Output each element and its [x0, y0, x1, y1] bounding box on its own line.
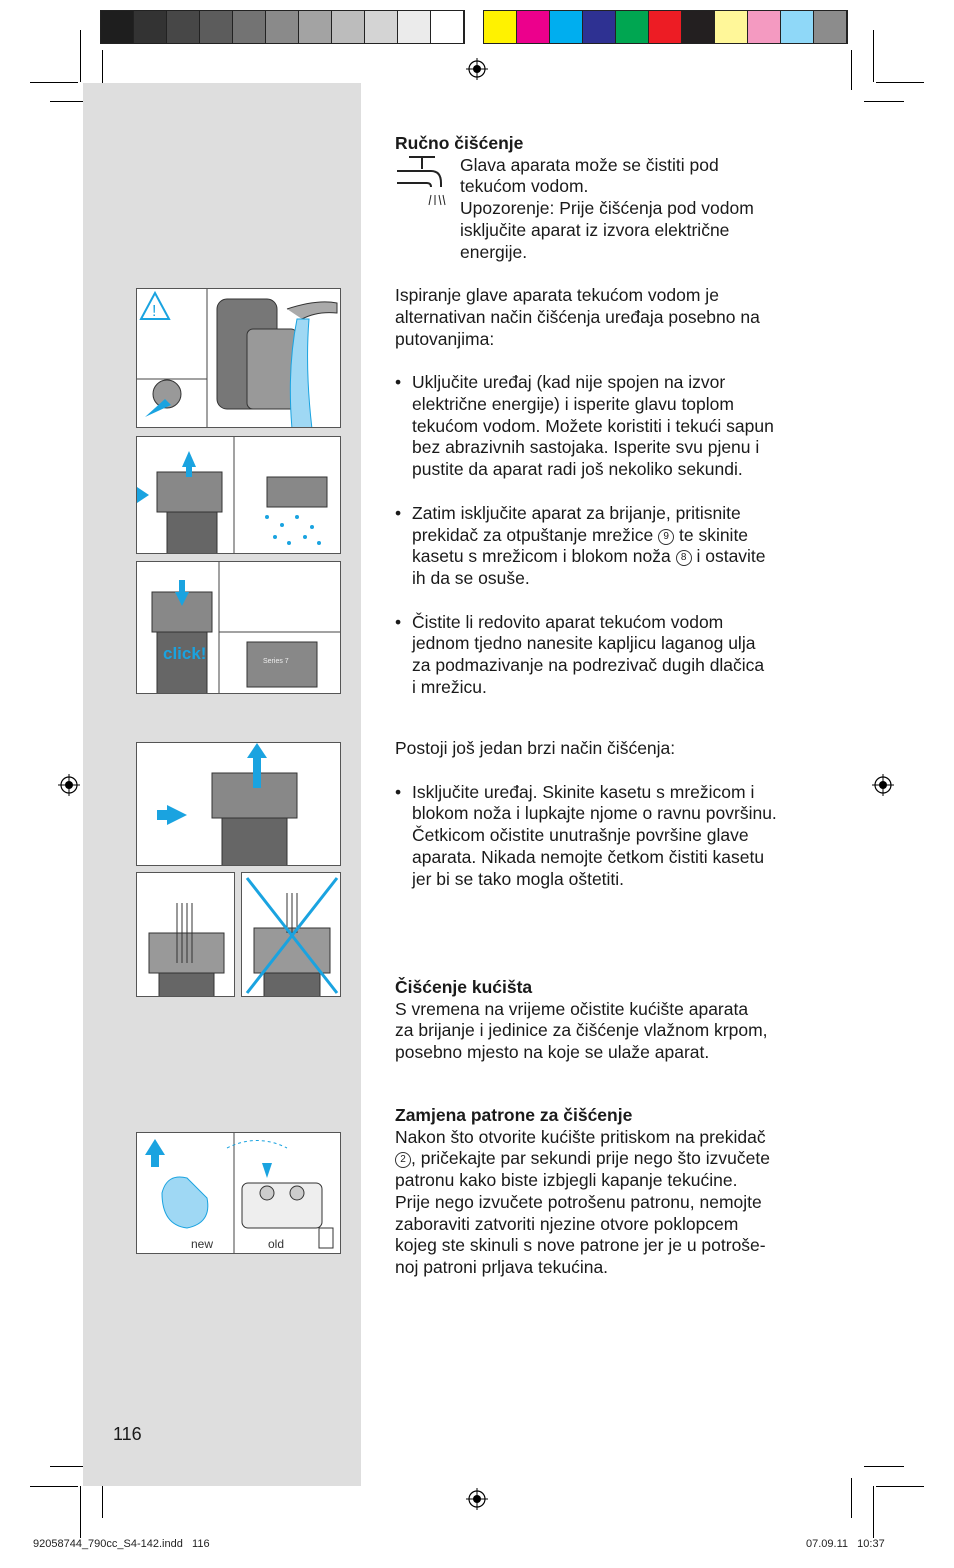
crop-mark — [873, 30, 874, 82]
intro-line: Upozorenje: Prije čišćenja pod vodom — [460, 198, 754, 219]
bullet-line: ih da se osuše. — [412, 567, 530, 588]
tap-cassette-drawing — [137, 743, 341, 866]
svg-text:!: ! — [152, 303, 157, 320]
illustration-tap-cassette — [136, 742, 341, 866]
reference-number-badge: 9 — [658, 529, 674, 545]
color-swatch — [814, 11, 847, 43]
color-swatch — [517, 11, 550, 43]
paragraph-line: Ispiranje glave aparata tekućom vodom je — [395, 285, 719, 306]
bullet-text: prekidač za otpuštanje mrežice — [412, 524, 654, 545]
bullet-line: i mrežicu. — [412, 676, 487, 697]
paragraph-line: za brijanje i jedinice za čišćenje vlažnom krpom, — [395, 1020, 768, 1041]
color-swatch — [484, 11, 517, 43]
brush-head-drawing — [137, 873, 235, 997]
paragraph-line: posebno mjesto na koje se ulaže aparat. — [395, 1042, 710, 1063]
crop-mark — [30, 82, 78, 83]
gray-swatch — [167, 11, 200, 43]
color-swatch — [583, 11, 616, 43]
illustration-reattach-click — [136, 561, 341, 694]
color-swatch — [748, 11, 781, 43]
color-swatch — [715, 11, 748, 43]
section-heading: Čišćenje kućišta — [395, 977, 533, 997]
crop-mark — [30, 1486, 78, 1487]
color-bar-process — [483, 10, 848, 44]
paragraph-line: noj patroni prljava tekućina. — [395, 1256, 609, 1277]
page-number: 116 — [113, 1424, 142, 1444]
illustration-do-not-brush-cassette — [241, 872, 341, 997]
color-swatch — [781, 11, 814, 43]
paragraph-line: zaboraviti zatvoriti njezine otvore poklopcem — [395, 1213, 739, 1234]
registration-mark-icon — [466, 58, 488, 80]
illustration-brush-head — [136, 872, 235, 997]
crop-mark — [864, 1466, 904, 1467]
bullet-line: aparata. Nikada nemojte četkom čistiti kasetu — [412, 846, 765, 867]
paragraph-line: putovanjima: — [395, 328, 495, 349]
intro-line: Glava aparata može se čistiti pod — [460, 154, 719, 175]
crop-mark — [876, 1486, 924, 1487]
reference-number-badge: 2 — [395, 1152, 411, 1168]
gray-swatch — [332, 11, 365, 43]
registration-mark-icon — [466, 1488, 488, 1510]
paragraph-line — [395, 1148, 825, 1170]
section-manual-cleaning — [395, 133, 825, 698]
bullet-line: bez abrazivnih sastojaka. Isperite svu pjenu i — [412, 437, 760, 458]
paragraph-line: patronu kako biste izbjegli kapanje tekućine. — [395, 1170, 738, 1191]
footer-timestamp: 07.09.11 10:37 — [806, 1538, 885, 1550]
intro-line: tekućom vodom. — [460, 176, 589, 197]
bullet-text: i ostavite — [696, 546, 766, 567]
gray-swatch — [365, 11, 398, 43]
paragraph-text: , pričekajte par sekundi prije nego što izvučete — [411, 1148, 770, 1169]
bullet-line: za podmazivanje na podrezivač dugih dlačica — [412, 655, 765, 676]
bullet-line: pustite da aparat radi još nekoliko sekundi. — [412, 459, 743, 480]
gray-swatch — [200, 11, 233, 43]
section-heading: Zamjena patrone za čišćenje — [395, 1105, 633, 1125]
bullet-line — [412, 525, 825, 547]
color-swatch — [550, 11, 583, 43]
gray-swatch — [101, 11, 134, 43]
bullet-line: • Zatim isključite aparat za brijanje, pritisnite — [412, 502, 741, 523]
bullet-line: jednom tjedno nanesite kapljicu laganog ulja — [412, 633, 756, 654]
cassette-remove-drawing — [137, 437, 341, 554]
bullet-line: tekućom vodom. Možete koristiti i tekući sapun — [412, 415, 774, 436]
cartridge-drawing — [137, 1133, 341, 1254]
intro-line: isključite aparat iz izvora električne — [460, 219, 730, 240]
reattach-oil-drawing — [137, 562, 341, 694]
crop-mark — [873, 1486, 874, 1538]
bullet-line: • Uključite uređaj (kad nije spojen na izvor — [412, 372, 726, 393]
footer-file-info: 92058744_790cc_S4-142.indd 116 — [33, 1538, 210, 1550]
bullet-brush — [395, 782, 825, 891]
new-label: new — [191, 1237, 214, 1251]
paragraph-line: Nakon što otvorite kućište pritiskom na prekidač — [395, 1126, 766, 1147]
registration-mark-icon — [58, 774, 80, 796]
bullet-line — [412, 546, 825, 568]
bullet-line: Četkicom očistite unutrašnje površine glave — [412, 825, 749, 846]
paragraph-line: Prije nego izvučete potrošenu patronu, nemojte — [395, 1191, 762, 1212]
gray-swatch — [134, 11, 167, 43]
gray-swatch — [266, 11, 299, 43]
gray-swatch — [299, 11, 332, 43]
bullet-line: električne energije) i isperite glavu toplom — [412, 394, 734, 415]
bullet-text: te skinite — [678, 524, 749, 545]
old-label: old — [268, 1237, 285, 1251]
illustration-cartridge-replace — [136, 1132, 341, 1254]
click-label: click! — [163, 644, 207, 663]
crop-mark — [851, 50, 852, 90]
illustration-rinse-under-tap — [136, 288, 341, 428]
paragraph-line: Postoji još jedan brzi način čišćenja: — [395, 738, 676, 758]
series-label: Series 7 — [263, 658, 289, 665]
registration-mark-icon — [872, 774, 894, 796]
crop-mark — [864, 101, 904, 102]
crop-mark — [851, 1478, 852, 1518]
illustration-remove-cassette — [136, 436, 341, 554]
bullet-remove-cassette — [395, 503, 825, 590]
shaver-rinse-drawing — [137, 289, 341, 428]
paragraph-line: S vremena na vrijeme očistite kućište aparata — [395, 998, 749, 1019]
intro-line: energije. — [460, 241, 528, 262]
bullet-line: blokom noža i lupkajte njome o ravnu površinu. — [412, 803, 777, 824]
crossed-out-drawing — [242, 873, 341, 997]
color-swatch — [616, 11, 649, 43]
paragraph-line: kojeg ste skinuli s nove patrone jer je u potroše- — [395, 1235, 766, 1256]
reference-number-badge: 8 — [676, 550, 692, 566]
bullet-line: • Čistite li redovito aparat tekućom vodom — [412, 611, 724, 632]
crop-mark — [80, 1486, 81, 1538]
crop-mark — [80, 30, 81, 82]
color-swatch — [682, 11, 715, 43]
bullet-line: jer bi se tako mogla oštetiti. — [412, 868, 625, 889]
bullet-text: kasetu s mrežicom i blokom noža — [412, 546, 671, 567]
gray-swatch — [398, 11, 431, 43]
section-cartridge-replacement — [395, 1105, 825, 1279]
section-heading: Ručno čišćenje — [395, 133, 524, 153]
color-swatch — [649, 11, 682, 43]
gray-swatch — [431, 11, 464, 43]
paragraph-line: alternativan način čišćenja uređaja posebno na — [395, 306, 760, 327]
faucet-icon — [395, 155, 447, 209]
gray-swatch — [233, 11, 266, 43]
bullet-line: • Isključite uređaj. Skinite kasetu s mrežicom i — [412, 781, 755, 802]
section-housing-cleaning — [395, 977, 825, 1064]
crop-mark — [876, 82, 924, 83]
section-quick-cleaning — [395, 738, 825, 890]
bullet-oil — [395, 612, 825, 699]
color-bar-grays — [100, 10, 465, 44]
bullet-rinse — [395, 372, 825, 481]
